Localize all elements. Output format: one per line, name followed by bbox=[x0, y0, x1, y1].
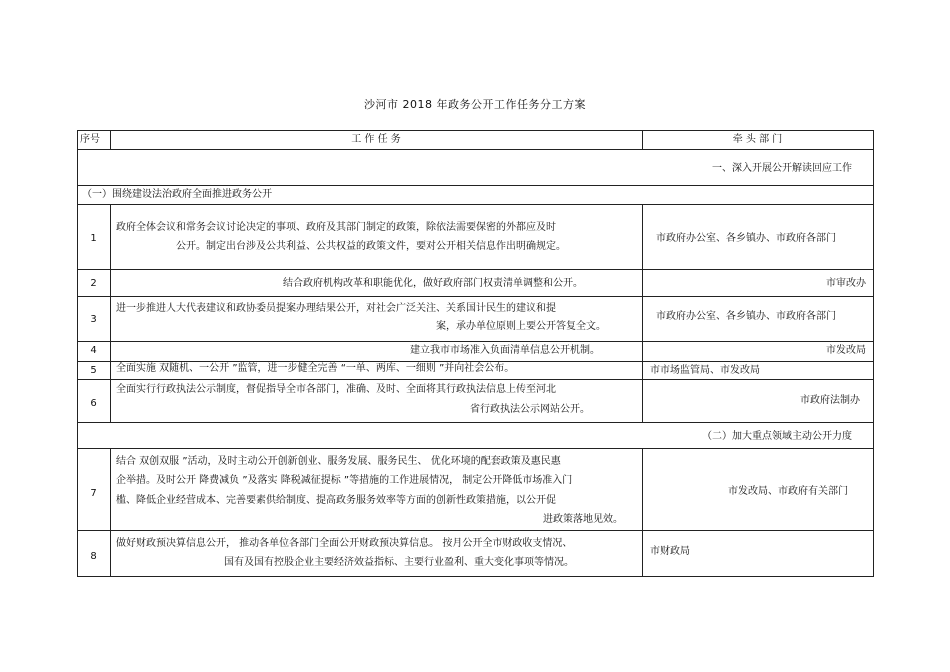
row-line bbox=[77, 130, 874, 131]
row-number: 2 bbox=[90, 278, 97, 289]
section-heading-2: （二）加大重点领域主动公开力度 bbox=[702, 431, 852, 442]
row-number: 6 bbox=[90, 398, 97, 409]
task-text: 建立我市市场准入负面清单信息公开机制。 bbox=[410, 345, 600, 356]
col-line bbox=[642, 204, 643, 422]
row-line bbox=[77, 204, 874, 205]
task-text: 结合 双创双服 ”活动，及时主动公开创新创业、服务发展、服务民生、 优化环境的配套政策及惠民惠 bbox=[116, 456, 561, 467]
row-line bbox=[77, 296, 874, 297]
task-text: 进政策落地见效。 bbox=[543, 514, 623, 525]
task-text: 全面实施 双随机、一公开 ”监管，进一步健全完善 “一单、两库、一细则 ”并向社会公布。 bbox=[116, 363, 515, 374]
task-text: 结合政府机构改革和职能优化，做好政府部门权责清单调整和公开。 bbox=[283, 278, 583, 289]
header-number: 序号 bbox=[80, 134, 100, 145]
row-number: 5 bbox=[90, 365, 97, 376]
row-number: 8 bbox=[90, 551, 97, 562]
lead-department: 市政府法制办 bbox=[800, 395, 860, 406]
row-number: 1 bbox=[90, 233, 97, 244]
row-line bbox=[77, 269, 874, 270]
row-number: 7 bbox=[90, 488, 97, 499]
col-line bbox=[642, 448, 643, 576]
lead-department: 市审改办 bbox=[826, 278, 866, 289]
row-line bbox=[77, 185, 874, 186]
row-line bbox=[77, 530, 874, 531]
task-text: 省行政执法公示网站公开。 bbox=[470, 404, 590, 415]
task-text: 进一步推进人大代表建议和政协委员提案办理结果公开，对社会广泛关注、关系国计民生的建议和提 bbox=[116, 303, 556, 314]
lead-department: 市政府办公室、各乡镇办、市政府各部门 bbox=[656, 311, 836, 322]
row-line bbox=[77, 576, 874, 577]
row-line bbox=[77, 379, 874, 380]
task-text: 全面实行行政执法公示制度，督促指导全市各部门，准确、及时、全面将其行政执法信息上传至河北 bbox=[116, 384, 556, 395]
header-task: 工 作 任 务 bbox=[351, 134, 401, 145]
col-line bbox=[110, 448, 111, 576]
lead-department: 市市场监管局、市发改局 bbox=[650, 365, 760, 376]
row-number: 4 bbox=[90, 345, 97, 356]
row-line bbox=[77, 149, 874, 150]
task-text: 做好财政预决算信息公开， 推动各单位各部门全面公开财政预决算信息。 按月公开全市财政收支情况、 bbox=[116, 538, 573, 549]
section-heading-1: 一、深入开展公开解读回应工作 bbox=[712, 163, 852, 174]
subsection-heading-1: （一）围绕建设法治政府全面推进政务公开 bbox=[82, 189, 272, 200]
col-line bbox=[110, 204, 111, 422]
row-line bbox=[77, 448, 874, 449]
lead-department: 市财政局 bbox=[650, 546, 690, 557]
lead-department: 市发改局、市政府有关部门 bbox=[728, 486, 848, 497]
task-text: 企举措。及时公开 降费减负 ”及落实 降税减征提标 ”等措施的工作进展情况， 制定公开降低市场准入门 bbox=[116, 475, 573, 486]
task-text: 国有及国有控股企业主要经济效益指标、主要行业盈利、重大变化事项等情况。 bbox=[224, 557, 574, 568]
lead-department: 市政府办公室、各乡镇办、市政府各部门 bbox=[656, 233, 836, 244]
row-line bbox=[77, 341, 874, 342]
lead-department: 市发改局 bbox=[826, 345, 866, 356]
task-text: 公开。制定出台涉及公共利益、公共权益的政策文件，要对公开相关信息作出明确规定。 bbox=[176, 241, 566, 252]
row-line bbox=[77, 422, 874, 423]
page-title: 沙河市 2018 年政务公开工作任务分工方案 bbox=[364, 98, 586, 111]
col-line bbox=[873, 130, 874, 576]
header-lead: 牵 头 部 门 bbox=[732, 134, 783, 145]
task-text: 政府全体会议和常务会议讨论决定的事项、政府及其部门制定的政策，除依法需要保密的外都应及时 bbox=[116, 222, 556, 233]
task-text: 案，承办单位原则上要公开答复全文。 bbox=[436, 321, 606, 332]
row-number: 3 bbox=[90, 314, 97, 325]
task-text: 槛、降低企业经营成本、完善要素供给制度、提高政务服务效率等方面的创新性政策措施，以公开促 bbox=[116, 495, 556, 506]
